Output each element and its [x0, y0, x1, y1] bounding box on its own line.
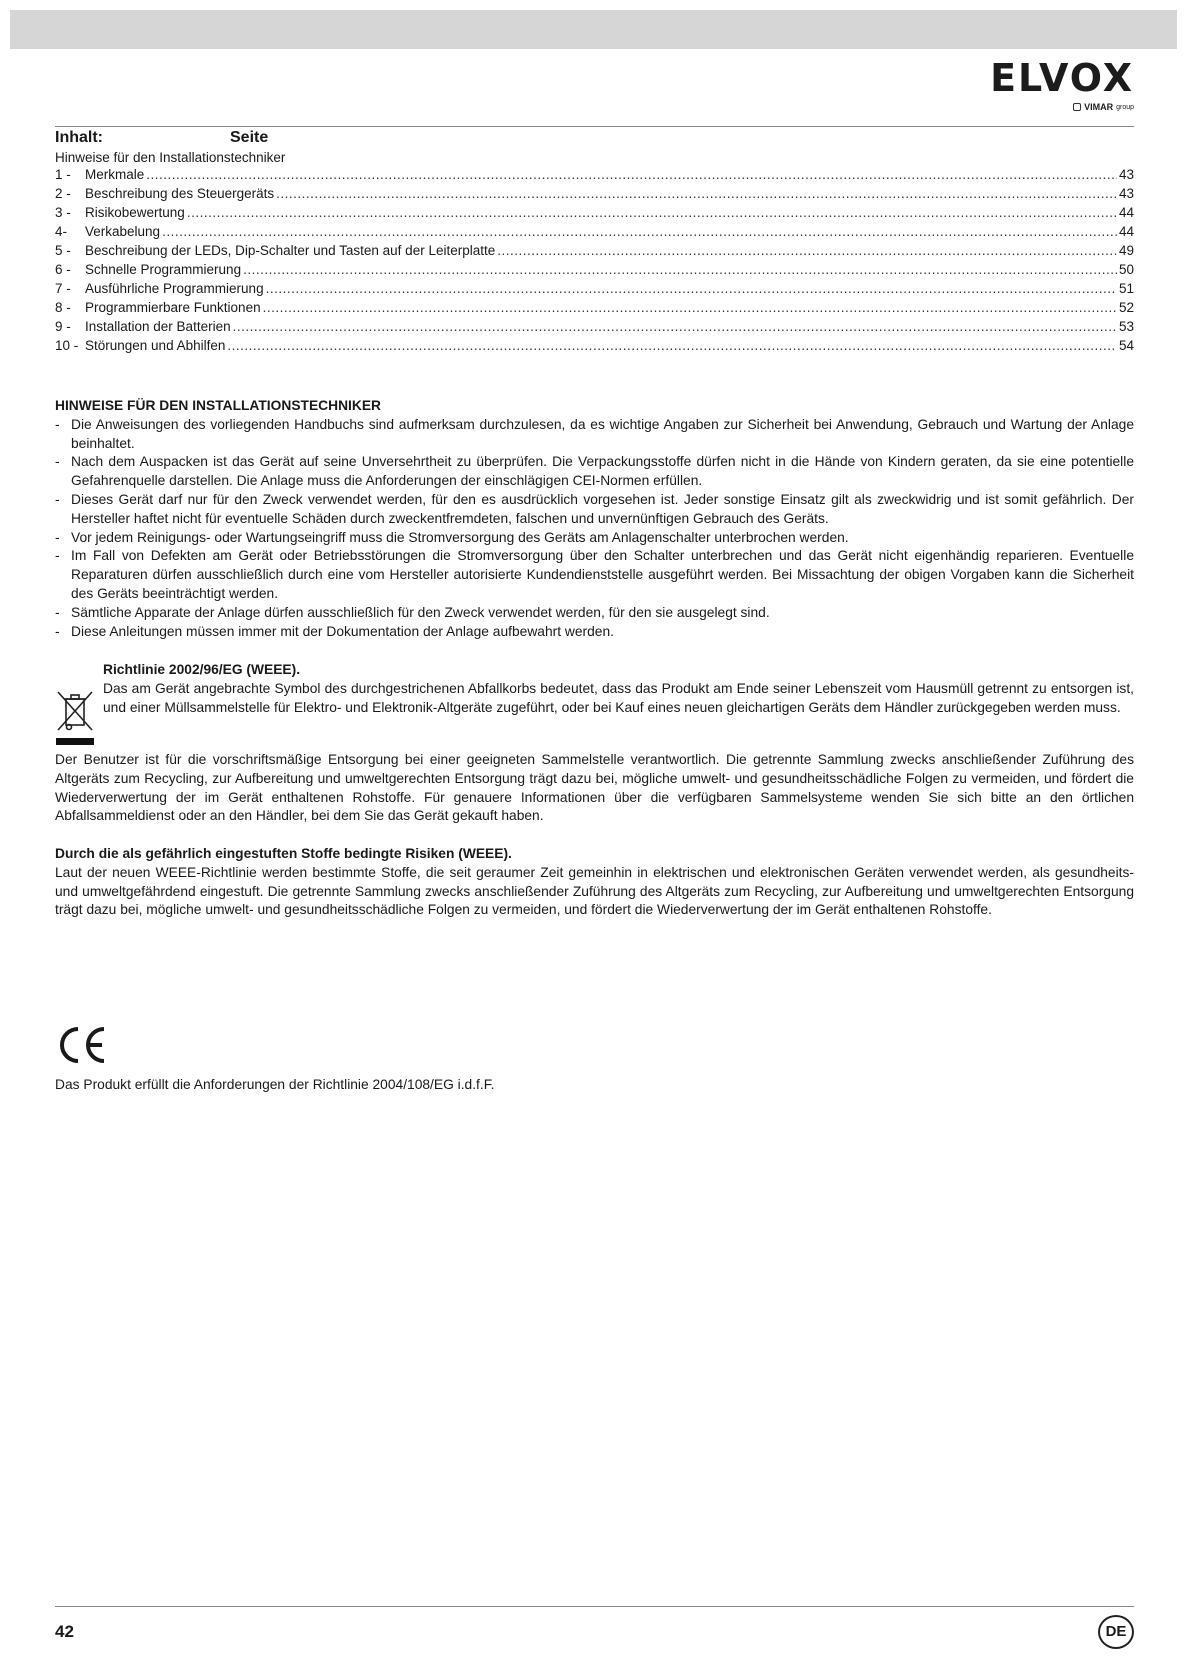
toc-subtitle: Hinweise für den Installationstechniker — [55, 150, 286, 165]
toc-item-label: Merkmale — [85, 167, 145, 182]
toc-item-number: 1 - — [55, 167, 71, 182]
toc-item — [55, 300, 1134, 319]
toc-item-page: 44 — [1118, 224, 1134, 239]
toc-leader — [233, 319, 1117, 334]
toc-item-page: 51 — [1118, 281, 1134, 296]
installer-bullet: - Dieses Gerät darf nur für den Zweck verwendet werden, für den es ausdrücklich vorgesehen ist. Jeder sonstige Einsatz gilt als zweckwidrig und ist somit gefährlich. Der Hersteller haftet nicht für eventuelle Schäden durch zweckentfremdeten, falschen und unvernünftigen Gebrauch des Geräts. — [55, 491, 1134, 529]
crossed-bin-icon — [56, 690, 94, 748]
table-of-contents — [55, 167, 1134, 357]
installer-bullet: - Die Anweisungen des vorliegenden Handbuchs sind aufmerksam durchzulesen, da es wichtige Angaben zur Sicherheit bei Anwendung, Gebrauch und Wartung der Anlage beinhaltet. — [55, 416, 1134, 454]
brand-name: ELVOX — [990, 56, 1134, 100]
toc-item-page: 43 — [1118, 186, 1134, 201]
toc-page-label: Seite — [230, 129, 269, 146]
installer-bullet: - Diese Anleitungen müssen immer mit der Dokumentation der Anlage aufbewahrt werden. — [55, 623, 1134, 642]
group-brand — [1073, 102, 1134, 112]
toc-item-number: 6 - — [55, 262, 71, 277]
toc-leader — [146, 167, 1117, 182]
toc-item-page: 43 — [1118, 167, 1134, 182]
toc-item-number: 3 - — [55, 205, 71, 220]
toc-item-number: 7 - — [55, 281, 71, 296]
toc-leader — [276, 186, 1117, 201]
hazard-text: Laut der neuen WEEE-Richtlinie werden bestimmte Stoffe, die seit geraumer Zeit gemeinhin in elektrischen und elektronischen Geräten verwendet werden, als gesundheits- und umweltgefährdend eingestuft. Die getrennte Sammlung zwecks anschließender Zuführung des Altgeräts zum Recycling, zur Aufbereitung und umweltgerechten Entsorgung trägt dazu bei, mögliche umwelt- und gesundheitsschädliche Folgen zu vermeiden, und fördert die Wiederverwertung der im Gerät enthaltenen Rohstoffe. — [55, 864, 1134, 918]
toc-item-number: 8 - — [55, 300, 71, 315]
group-brand-name: VIMAR — [1084, 102, 1114, 112]
installer-bullet: - Im Fall von Defekten am Gerät oder Betriebsstörungen die Stromversorgung über den Schalter unterbrechen und das Gerät nicht eigenhändig reparieren. Eventuelle Reparaturen dürfen ausschließlich durch eine vom Hersteller autorisierte Kundendienststelle ausgeführt werden. Bei Missachtung der obigen Vorgaben kann die Sicherheit des Geräts beeinträchtigt werden. — [55, 547, 1134, 603]
group-suffix: group — [1116, 103, 1134, 111]
toc-item-label: Programmierbare Funktionen — [85, 300, 261, 315]
toc-item-label: Beschreibung des Steuergeräts — [85, 186, 275, 201]
toc-item-label: Störungen und Abhilfen — [85, 338, 226, 353]
weee-heading: Richtlinie 2002/96/EG (WEEE). — [103, 662, 301, 677]
toc-item-label: Verkabelung — [85, 224, 161, 239]
toc-leader — [497, 243, 1117, 258]
footer-rule — [55, 1606, 1134, 1607]
page-number: 42 — [55, 1622, 74, 1641]
header-bar — [10, 10, 1177, 49]
toc-heading — [55, 129, 268, 147]
toc-leader — [263, 300, 1117, 315]
toc-item — [55, 186, 1134, 205]
vimar-mark-icon — [1073, 103, 1081, 111]
hazard-notice — [55, 845, 1134, 920]
toc-item — [55, 319, 1134, 338]
toc-item-label: Ausführliche Programmierung — [85, 281, 264, 296]
toc-item — [55, 281, 1134, 300]
toc-item — [55, 167, 1134, 186]
hazard-heading: Durch die als gefährlich eingestuften Stoffe bedingte Risiken (WEEE). — [55, 846, 512, 861]
toc-leader — [227, 338, 1117, 353]
installer-bullet: - Sämtliche Apparate der Anlage dürfen ausschließlich für den Zweck verwendet werden, für den sie ausgelegt sind. — [55, 604, 1134, 623]
toc-item-number: 10 - — [55, 338, 79, 353]
toc-item-label: Risikobewertung — [85, 205, 185, 220]
toc-title: Inhalt: — [55, 129, 103, 146]
installer-bullet: - Nach dem Auspacken ist das Gerät auf seine Unversehrtheit zu überprüfen. Die Verpackungsstoffe dürfen nicht in die Hände von Kindern geraten, da sie eine potentielle Gefahrenquelle darstellen. Die Anlage muss die Anforderungen der einschlägigen CEI-Normen erfüllen. — [55, 453, 1134, 491]
toc-leader — [162, 224, 1117, 239]
toc-leader — [266, 281, 1117, 296]
toc-item-page: 49 — [1118, 243, 1134, 258]
toc-item — [55, 338, 1134, 357]
toc-item-number: 4- — [55, 224, 68, 239]
ce-text: Das Produkt erfüllt die Anforderungen der Richtlinie 2004/108/EG i.d.f.F. — [55, 1077, 495, 1092]
weee-user-text: Der Benutzer ist für die vorschriftsmäßige Entsorgung bei einer geeigneten Sammelstelle verantwortlich. Die getrennte Sammlung zwecks anschließender Zuführung des Altgeräts zum Recycling, zur Aufbereitung und umweltgerechten Entsorgung trägt dazu bei, mögliche umwelt- und gesundheitsschädliche Folgen zu vermeiden, und fördert die Wiederverwertung der im Gerät enthaltenen Rohstoffe. Für genauere Informationen über die verfügbaren Sammelsysteme wenden Sie sich bitte an den örtlichen Abfallsammeldienst oder an den Händler, bei dem Sie das Gerät gekauft haben. — [55, 752, 1134, 824]
elvox-logo — [990, 56, 1134, 120]
toc-item — [55, 262, 1134, 281]
header-rule — [55, 126, 1134, 127]
toc-item-number: 2 - — [55, 186, 71, 201]
language-badge: DE — [1098, 1615, 1134, 1649]
toc-item — [55, 243, 1134, 262]
weee-text: Das am Gerät angebrachte Symbol des durchgestrichenen Abfallkorbs bedeutet, dass das Produkt am Ende seiner Lebenszeit vom Hausmüll getrennt zu entsorgen ist, und einer Müllsammelstelle für Elektro- und Elektronik-Altgeräte zugeführt, oder bei Kauf eines neuen gleichartigen Geräts dem Händler zurückgegeben werden muss. — [103, 680, 1134, 715]
toc-item-page: 53 — [1118, 319, 1134, 334]
toc-item — [55, 224, 1134, 243]
installer-bullet: - Vor jedem Reinigungs- oder Wartungseingriff muss die Stromversorgung des Geräts am Anlagenschalter unterbrochen werden. — [55, 529, 1134, 548]
toc-item-page: 44 — [1118, 205, 1134, 220]
toc-item-label: Schnelle Programmierung — [85, 262, 242, 277]
toc-item-label: Beschreibung der LEDs, Dip-Schalter und Tasten auf der Leiterplatte — [85, 243, 496, 258]
toc-item-page: 54 — [1118, 338, 1134, 353]
toc-item-page: 50 — [1118, 262, 1134, 277]
toc-leader — [243, 262, 1117, 277]
toc-item-label: Installation der Batterien — [85, 319, 231, 334]
weee-notice — [103, 661, 1134, 717]
installer-bullet-list — [55, 416, 1134, 642]
toc-item-page: 52 — [1118, 300, 1134, 315]
installer-heading: HINWEISE FÜR DEN INSTALLATIONSTECHNIKER — [55, 398, 382, 413]
toc-item — [55, 205, 1134, 224]
toc-item-number: 5 - — [55, 243, 71, 258]
installer-notes — [55, 397, 1134, 641]
ce-mark-icon — [56, 1025, 108, 1065]
toc-leader — [187, 205, 1117, 220]
toc-item-number: 9 - — [55, 319, 71, 334]
